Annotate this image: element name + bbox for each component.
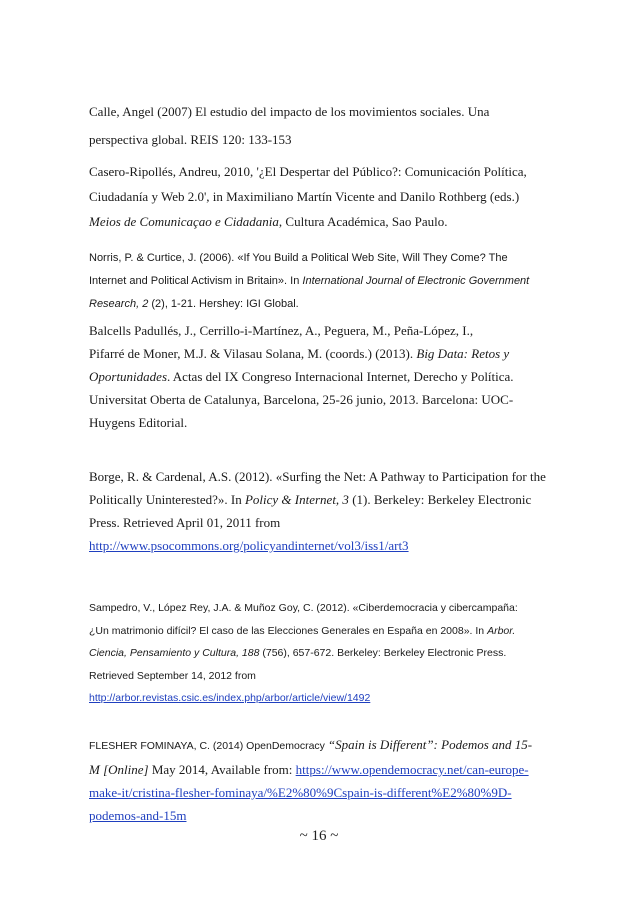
reference-text: (1). Berkeley: Berkeley Electronic [348,492,532,507]
reference-text: Pifarré de Moner, M.J. & Vilasau Solana, M. (coords.) (2013). [89,346,417,361]
reference-text: Internet and Political Activism in Britain». In [89,275,303,287]
reference-norris [89,247,551,316]
reference-title: Oportunidades [89,369,167,384]
reference-text: Politically Uninterested?». In [89,492,245,507]
reference-line: Universitat Oberta de Catalunya, Barcelona, 25-26 junio, 2013. Barcelona: UOC- [89,392,514,407]
reference-title: Arbor. [487,624,516,637]
reference-line [89,804,551,827]
reference-line: Ciudadanía y Web 2.0', in Maximiliano Martín Vicente and Danilo Rothberg (eds.) [89,189,520,204]
reference-line [89,781,551,804]
reference-flesher [89,733,551,827]
reference-text: . Actas del IX Congreso Internacional Internet, Derecho y Política. [167,369,514,384]
reference-text: , Cultura Académica, Sao Paulo. [278,214,448,229]
reference-line [89,758,551,781]
reference-line [89,342,551,365]
reference-title: International Journal of Electronic Government [302,275,530,287]
reference-line: Sampedro, V., López Rey, J.A. & Muñoz Goy, C. (2012). «Ciberdemocracia y cibercampaña: [89,602,518,614]
reference-title: Big Data: Retos y [416,346,510,361]
reference-link[interactable]: https://www.opendemocracy.net/can-europe- [295,762,529,777]
reference-title: “Spain is Different”: Podemos and 15- [327,737,533,752]
reference-title: Policy & Internet, 3 [244,492,349,507]
reference-line: Retrieved September 14, 2012 from [89,669,256,682]
reference-text: (756), 657-672. Berkeley: Berkeley Electronic Press. [259,647,507,659]
reference-title: M [Online] [89,762,149,777]
reference-link[interactable]: podemos-and-15m [89,808,187,823]
reference-line: Borge, R. & Cardenal, A.S. (2012). «Surfing the Net: A Pathway to Participation for the [89,469,546,484]
reference-line: Press. Retrieved April 01, 2011 from [89,515,281,530]
reference-link[interactable]: http://arbor.revistas.csic.es/index.php/arbor/article/view/1492 [89,692,371,704]
reference-line: perspectiva global. REIS 120: 133-153 [89,132,292,147]
reference-line: Calle, Angel (2007) El estudio del impacto de los movimientos sociales. Una [89,104,490,119]
reference-balcells [89,319,551,434]
reference-line: Casero-Ripollés, Andreu, 2010, '¿El Despertar del Público?: Comunicación Política, [89,164,527,179]
reference-line [89,733,551,758]
reference-line [89,534,551,557]
reference-link[interactable]: http://www.psocommons.org/policyandinternet/vol3/iss1/art3 [89,538,409,553]
reference-line: Norris, P. & Curtice, J. (2006). «If You Build a Political Web Site, Will They Come? The [89,252,508,264]
reference-author: FLESHER FOMINAYA, C. (2014) OpenDemocracy [89,740,328,752]
reference-title: Research, 2 [89,298,149,310]
reference-line [89,642,551,665]
reference-line [89,209,551,234]
reference-text: ¿Un matrimonio difícil? El caso de las Elecciones Generales en España en 2008». In [89,624,488,637]
reference-title: Ciencia, Pensamiento y Cultura, 188 [89,647,260,659]
reference-calle [89,98,551,154]
reference-text: (2), 1-21. Hershey: IGI Global. [148,298,299,310]
reference-line [89,270,551,293]
reference-borge [89,465,551,557]
reference-text: May 2014, Available from: [148,762,296,777]
reference-line: Huygens Editorial. [89,415,188,430]
page-number: ~ 16 ~ [299,828,339,844]
reference-line [89,620,551,643]
reference-casero [89,159,551,234]
reference-line [89,687,551,710]
reference-link[interactable]: make-it/cristina-flesher-fominaya/%E2%80%9Cspain-is-different%E2%80%9D- [89,785,512,800]
reference-line [89,293,551,316]
reference-line: Balcells Padullés, J., Cerrillo-i-Martínez, A., Peguera, M., Peña-López, I., [89,323,474,338]
reference-title: Meios de Comunicaçao e Cidadania [89,214,279,229]
reference-line [89,488,551,511]
reference-line [89,365,551,388]
reference-sampedro [89,597,551,710]
